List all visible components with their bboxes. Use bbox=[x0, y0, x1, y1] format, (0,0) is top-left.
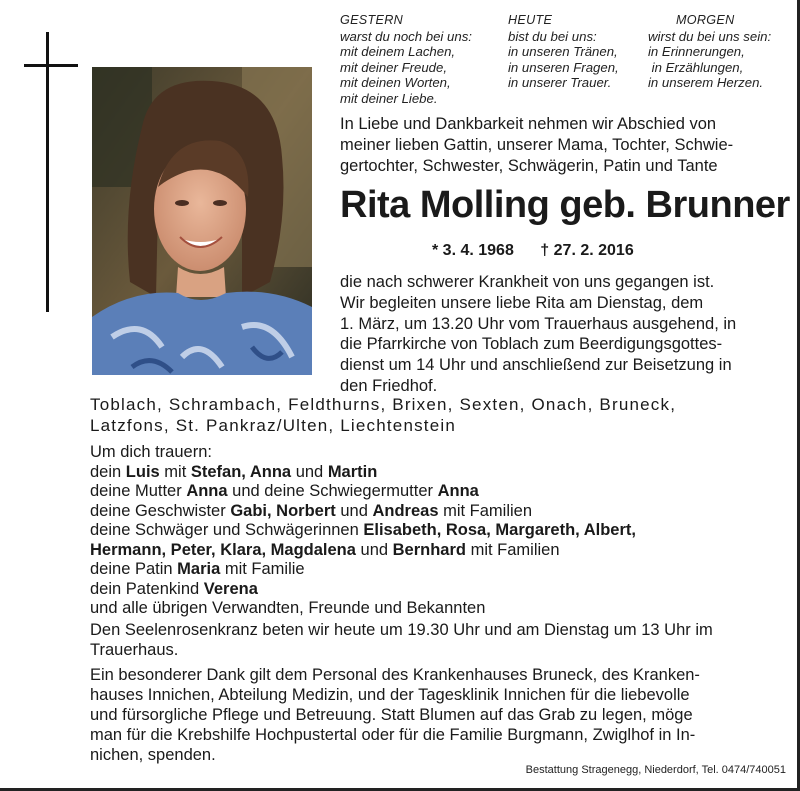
funeral-line: die Pfarrkirche von Toblach zum Beerdigungsgottes- bbox=[340, 335, 723, 354]
thanks-line: nichen, spenden. bbox=[90, 746, 216, 764]
mourner-line: deine Geschwister Gabi, Norbert und Andreas mit Familien bbox=[90, 501, 533, 520]
funeral-home-footer: Bestattung Stragenegg, Niederdorf, Tel. 0474/740051 bbox=[525, 764, 786, 776]
mourner-line: deine Schwäger und Schwägerinnen Elisabeth, Rosa, Margareth, Albert, bbox=[90, 521, 636, 539]
intro-line: In Liebe und Dankbarkeit nehmen wir Abschied von bbox=[340, 115, 717, 133]
poem-column-yesterday bbox=[340, 13, 472, 107]
poem-line: in Erinnerungen, bbox=[648, 44, 745, 60]
poem-heading-today: HEUTE bbox=[508, 13, 553, 27]
poem-line: bist du bei uns: bbox=[508, 28, 597, 44]
poem-line: mit deiner Liebe. bbox=[340, 90, 438, 106]
funeral-line: dienst um 14 Uhr und anschließend zur Beisetzung in bbox=[340, 356, 732, 375]
rosary-notice bbox=[90, 620, 780, 660]
funeral-line: Wir begleiten unsere liebe Rita am Dienstag, dem bbox=[340, 293, 704, 312]
mourners-intro: Um dich trauern: bbox=[90, 443, 212, 461]
deceased-name: Rita Molling geb. Brunner bbox=[340, 184, 790, 226]
funeral-line: 1. März, um 13.20 Uhr vom Trauerhaus ausgehend, in bbox=[340, 314, 737, 333]
intro-line: meiner lieben Gattin, unserer Mama, Tochter, Schwie- bbox=[340, 136, 734, 154]
death-date: † 27. 2. 2016 bbox=[540, 242, 634, 259]
poem-heading-tomorrow: MORGEN bbox=[676, 13, 735, 27]
poem-line: mit deinen Worten, bbox=[340, 75, 451, 91]
places-line: Toblach, Schrambach, Feldthurns, Brixen, Sexten, Onach, Bruneck, bbox=[90, 395, 677, 414]
thanks-line: hauses Innichen, Abteilung Medizin, und der Tagesklinik Innichen für die liebevolle bbox=[90, 686, 690, 704]
thanks-line: Ein besonderer Dank gilt dem Personal des Krankenhauses Bruneck, des Kranken- bbox=[90, 666, 700, 684]
poem-line: in unseren Tränen, bbox=[508, 44, 618, 60]
portrait-photo bbox=[92, 67, 312, 375]
poem-line: mit deiner Freude, bbox=[340, 59, 448, 75]
poem-line: mit deinem Lachen, bbox=[340, 44, 456, 60]
rosary-line: Trauerhaus. bbox=[90, 641, 179, 659]
mourner-line: dein Luis mit Stefan, Anna und Martin bbox=[90, 462, 378, 481]
places-list bbox=[90, 394, 780, 436]
rosary-line: Den Seelenrosenkranz beten wir heute um 19.30 Uhr und am Dienstag um 13 Uhr im bbox=[90, 621, 713, 639]
places-line: Latzfons, St. Pankraz/Ulten, Liechtenstein bbox=[90, 416, 457, 435]
thanks-paragraph bbox=[90, 665, 780, 765]
poem-line: wirst du bei uns sein: bbox=[648, 28, 772, 44]
funeral-details bbox=[340, 272, 776, 397]
poem-line: in unserem Herzen. bbox=[648, 75, 764, 91]
mourner-line: deine Patin Maria mit Familie bbox=[90, 560, 305, 578]
mourner-line: dein Patenkind Verena bbox=[90, 579, 258, 598]
poem-line: warst du noch bei uns: bbox=[340, 28, 472, 44]
intro-line: gertochter, Schwester, Schwägerin, Patin und Tante bbox=[340, 157, 718, 175]
poem-line: in unserer Trauer. bbox=[508, 75, 612, 91]
poem-line: in Erzählungen, bbox=[648, 59, 744, 75]
poem-heading-yesterday: GESTERN bbox=[340, 13, 403, 27]
poem-column-today bbox=[508, 13, 619, 91]
funeral-line: die nach schwerer Krankheit von uns gegangen ist. bbox=[340, 273, 715, 291]
intro-text bbox=[340, 114, 776, 177]
poem-column-tomorrow bbox=[648, 13, 771, 91]
birth-date: * 3. 4. 1968 bbox=[432, 242, 514, 259]
funeral-line: den Friedhof. bbox=[340, 376, 438, 395]
mourner-line: und alle übrigen Verwandten, Freunde und Bekannten bbox=[90, 599, 486, 617]
life-dates bbox=[432, 242, 634, 260]
mourner-line: deine Mutter Anna und deine Schwiegermutter Anna bbox=[90, 482, 479, 500]
poem-line: in unseren Fragen, bbox=[508, 59, 619, 75]
mourners-list bbox=[90, 443, 780, 619]
mourner-line: Hermann, Peter, Klara, Magdalena und Bernhard mit Familien bbox=[90, 540, 560, 559]
thanks-line: und fürsorgliche Pflege und Betreuung. Statt Blumen auf das Grab zu legen, möge bbox=[90, 706, 693, 724]
thanks-line: man für die Krebshilfe Hochpustertal oder für die Familie Burgmann, Zwiglhof in In- bbox=[90, 726, 696, 744]
